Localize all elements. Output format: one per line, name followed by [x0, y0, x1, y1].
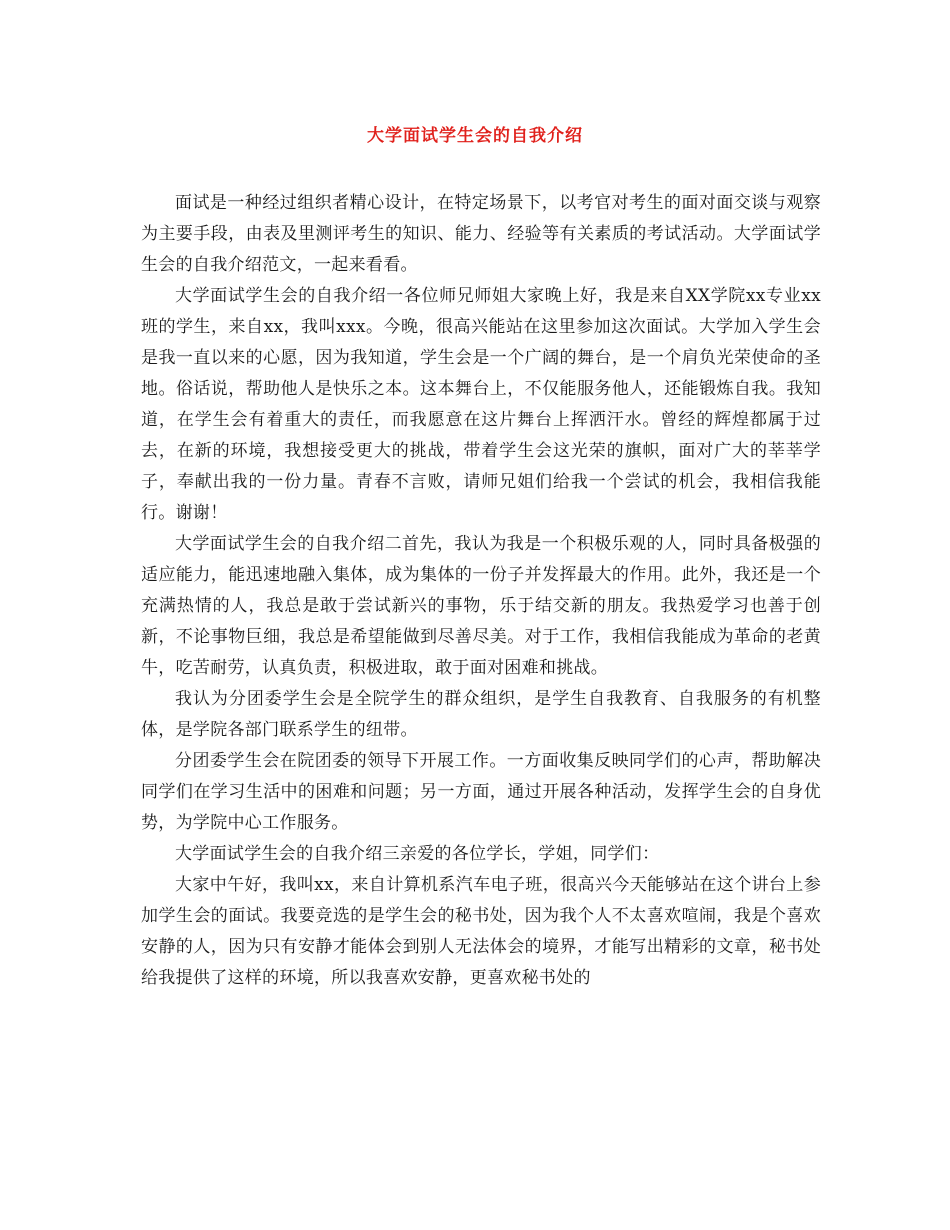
paragraph-introduction-three-body: 大家中午好，我叫xx，来自计算机系汽车电子班，很高兴今天能够站在这个讲台上参加学生会的面试。我要竞选的是学生会的秘书处，因为我个人不太喜欢喧闹，我是个喜欢安静的人，因为只有安静才能体会到别人无法体会的境界，才能写出精彩的文章，秘书处给我提供了这样的环境，所以我喜欢安静，更喜欢秘书处的	[141, 875, 821, 988]
paragraph-intro: 面试是一种经过组织者精心设计，在特定场景下，以考官对考生的面对面交谈与观察为主要手段，由表及里测评考生的知识、能力、经验等有关素质的考试活动。大学面试学生会的自我介绍范文，一起来看看。	[141, 193, 821, 275]
paragraph-introduction-three-heading: 大学面试学生会的自我介绍三亲爱的各位学长，学姐，同学们：	[175, 844, 660, 864]
document-body	[141, 188, 821, 994]
document-title: 大学面试学生会的自我介绍	[367, 126, 583, 146]
paragraph-student-union-work: 分团委学生会在院团委的领导下开展工作。一方面收集反映同学们的心声，帮助解决同学们在学习生活中的困难和问题；另一方面，通过开展各种活动，发挥学生会的自身优势，为学院中心工作服务。	[141, 751, 821, 833]
paragraph-introduction-two: 大学面试学生会的自我介绍二首先，我认为我是一个积极乐观的人，同时具备极强的适应能力，能迅速地融入集体，成为集体的一份子并发挥最大的作用。此外，我还是一个充满热情的人，我总是敢于尝试新兴的事物，乐于结交新的朋友。我热爱学习也善于创新，不论事物巨细，我总是希望能做到尽善尽美。对于工作，我相信我能成为革命的老黄牛，吃苦耐劳，认真负责，积极进取，敢于面对困难和挑战。	[141, 534, 821, 678]
paragraph-student-union-role: 我认为分团委学生会是全院学生的群众组织，是学生自我教育、自我服务的有机整体，是学院各部门联系学生的纽带。	[141, 689, 821, 740]
paragraph-introduction-one: 大学面试学生会的自我介绍一各位师兄师姐大家晚上好，我是来自XX学院xx专业xx班的学生，来自xx，我叫xxx。今晚，很高兴能站在这里参加这次面试。大学加入学生会是我一直以来的心愿，因为我知道，学生会是一个广阔的舞台，是一个肩负光荣使命的圣地。俗话说，帮助他人是快乐之本。这本舞台上，不仅能服务他人，还能锻炼自我。我知道，在学生会有着重大的责任，而我愿意在这片舞台上挥洒汗水。曾经的辉煌都属于过去，在新的环境，我想接受更大的挑战，带着学生会这光荣的旗帜，面对广大的莘莘学子，奉献出我的一份力量。青春不言败，请师兄姐们给我一个尝试的机会，我相信我能行。谢谢！	[141, 286, 821, 523]
